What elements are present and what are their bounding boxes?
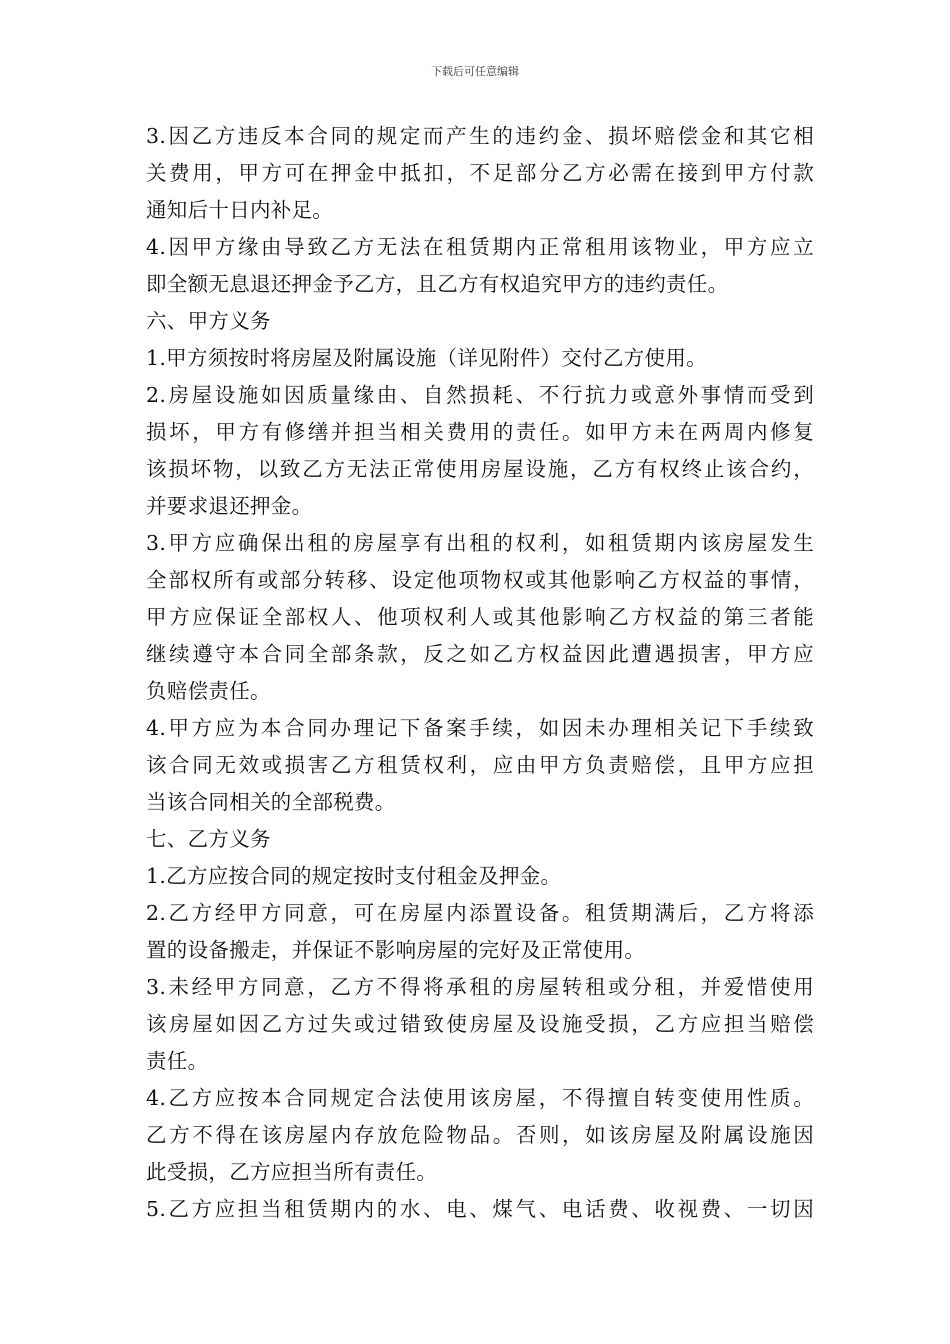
text-line: 全部权所有或部分转移、设定他项物权或其他影响乙方权益的事情， bbox=[146, 568, 814, 592]
text-line: 2.乙方经甲方同意，可在房屋内添置设备。租赁期满后，乙方将添 bbox=[146, 901, 814, 925]
text-line: 该房屋如因乙方过失或过错致使房屋及设施受损，乙方应担当赔偿 bbox=[146, 1012, 814, 1036]
text-line: 该合同无效或损害乙方租赁权利，应由甲方负责赔偿，且甲方应担 bbox=[146, 753, 814, 777]
text-line: 该损坏物，以致乙方无法正常使用房屋设施，乙方有权终止该合约， bbox=[146, 457, 814, 481]
text-line: 5.乙方应担当租赁期内的水、电、煤气、电话费、收视费、一切因 bbox=[146, 1197, 814, 1221]
text-line: 此受损，乙方应担当所有责任。 bbox=[146, 1160, 438, 1184]
text-line: 1.甲方须按时将房屋及附属设施（详见附件）交付乙方使用。 bbox=[146, 346, 707, 370]
text-line: 当该合同相关的全部税费。 bbox=[146, 790, 396, 814]
text-line: 六、甲方义务 bbox=[146, 309, 271, 333]
text-line: 损坏，甲方有修缮并担当相关费用的责任。如甲方未在两周内修复 bbox=[146, 420, 814, 444]
text-line: 甲方应保证全部权人、他项权利人或其他影响乙方权益的第三者能 bbox=[146, 605, 814, 629]
text-line: 乙方不得在该房屋内存放危险物品。否则，如该房屋及附属设施因 bbox=[146, 1123, 814, 1147]
text-line: 2.房屋设施如因质量缘由、自然损耗、不行抗力或意外事情而受到 bbox=[146, 383, 814, 407]
text-line: 并要求退还押金。 bbox=[146, 494, 313, 518]
text-line: 4.因甲方缘由导致乙方无法在租赁期内正常租用该物业，甲方应立 bbox=[146, 235, 814, 259]
text-line: 4.甲方应为本合同办理记下备案手续，如因未办理相关记下手续致 bbox=[146, 716, 814, 740]
page-header-note: 下载后可任意编辑 bbox=[431, 65, 519, 78]
text-line: 置的设备搬走，并保证不影响房屋的完好及正常使用。 bbox=[146, 938, 646, 962]
text-line: 责任。 bbox=[146, 1049, 209, 1073]
document-body bbox=[146, 118, 814, 1228]
text-line: 七、乙方义务 bbox=[146, 827, 271, 851]
text-line: 4.乙方应按本合同规定合法使用该房屋，不得擅自转变使用性质。 bbox=[146, 1086, 814, 1110]
text-line: 即全额无息退还押金予乙方，且乙方有权追究甲方的违约责任。 bbox=[146, 272, 729, 296]
text-line: 3.未经甲方同意，乙方不得将承租的房屋转租或分租，并爱惜使用 bbox=[146, 975, 814, 999]
text-line: 通知后十日内补足。 bbox=[146, 198, 334, 222]
text-line: 3.甲方应确保出租的房屋享有出租的权利，如租赁期内该房屋发生 bbox=[146, 531, 814, 555]
text-line: 关费用，甲方可在押金中抵扣，不足部分乙方必需在接到甲方付款 bbox=[146, 161, 814, 185]
text-line: 3.因乙方违反本合同的规定而产生的违约金、损坏赔偿金和其它相 bbox=[146, 124, 814, 148]
text-line: 负赔偿责任。 bbox=[146, 679, 271, 703]
text-line: 继续遵守本合同全部条款，反之如乙方权益因此遭遇损害，甲方应 bbox=[146, 642, 814, 666]
text-line: 1.乙方应按合同的规定按时支付租金及押金。 bbox=[146, 864, 562, 888]
